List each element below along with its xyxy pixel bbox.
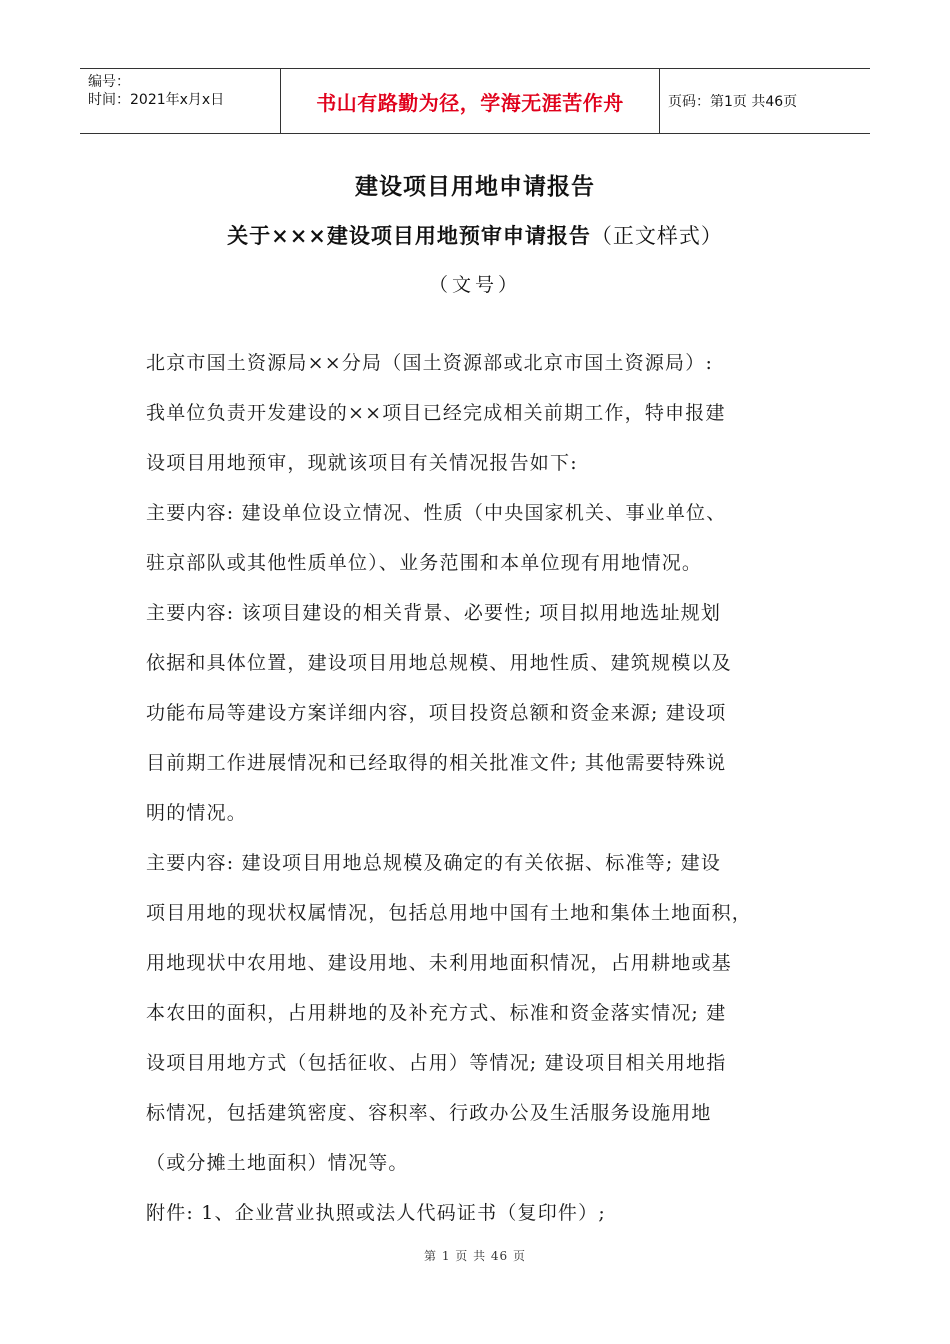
body-line: 本农田的面积，占用耕地的及补充方式、标准和资金落实情况; 建 [146, 1002, 727, 1024]
document-number: （文号） [428, 274, 521, 296]
document-body [146, 338, 806, 1238]
body-line: 我单位负责开发建设的××项目已经完成相关前期工作，特申报建 [146, 402, 726, 424]
body-line: 用地现状中农用地、建设用地、未利用地面积情况，占用耕地或基 [146, 952, 732, 974]
body-line: 项目用地的现状权属情况，包括总用地中国有土地和集体土地面积， [146, 902, 753, 924]
body-line: 北京市国土资源局××分局（国土资源部或北京市国土资源局）: [146, 352, 714, 374]
document-subtitle [0, 220, 950, 250]
body-line: 依据和具体位置，建设项目用地总规模、用地性质、建筑规模以及 [146, 652, 732, 674]
document-subtitle-main: 关于×××建设项目用地预审申请报告 [227, 223, 591, 248]
body-line: （或分摊土地面积）情况等。 [146, 1152, 409, 1174]
header-motto: 书山有路勤为径，学海无涯苦作舟 [316, 90, 624, 115]
header-date-label: 时间：2021年x月x日 [88, 92, 225, 108]
document-title: 建设项目用地申请报告 [355, 173, 595, 200]
header-motto-cell [280, 69, 660, 133]
body-line: 驻京部队或其他性质单位）、业务范围和本单位现有用地情况。 [146, 552, 703, 574]
body-line: 附件: 1、企业营业执照或法人代码证书（复印件）; [146, 1202, 606, 1224]
body-line: 目前期工作进展情况和已经取得的相关批准文件; 其他需要特殊说 [146, 752, 727, 774]
body-line: 功能布局等建设方案详细内容，项目投资总额和资金来源; 建设项 [146, 702, 727, 724]
body-line: 明的情况。 [146, 802, 248, 824]
body-line: 设项目用地方式（包括征收、占用）等情况; 建设项目相关用地指 [146, 1052, 727, 1074]
body-line: 设项目用地预审，现就该项目有关情况报告如下: [146, 452, 578, 474]
header-meta [80, 69, 280, 133]
document-header [80, 68, 870, 134]
body-line: 主要内容: 建设单位设立情况、性质（中央国家机关、事业单位、 [146, 502, 727, 524]
body-line: 主要内容: 该项目建设的相关背景、必要性; 项目拟用地选址规划 [146, 602, 722, 624]
header-number-label: 编号： [88, 74, 130, 90]
body-line: 标情况，包括建筑密度、容积率、行政办公及生活服务设施用地 [146, 1102, 712, 1124]
body-line: 主要内容: 建设项目用地总规模及确定的有关依据、标准等; 建设 [146, 852, 722, 874]
document-subtitle-note: （正文样式） [590, 224, 723, 248]
header-page-info: 页码：第1页 共46页 [668, 94, 798, 110]
page-footer: 第 1 页 共 46 页 [424, 1249, 526, 1263]
